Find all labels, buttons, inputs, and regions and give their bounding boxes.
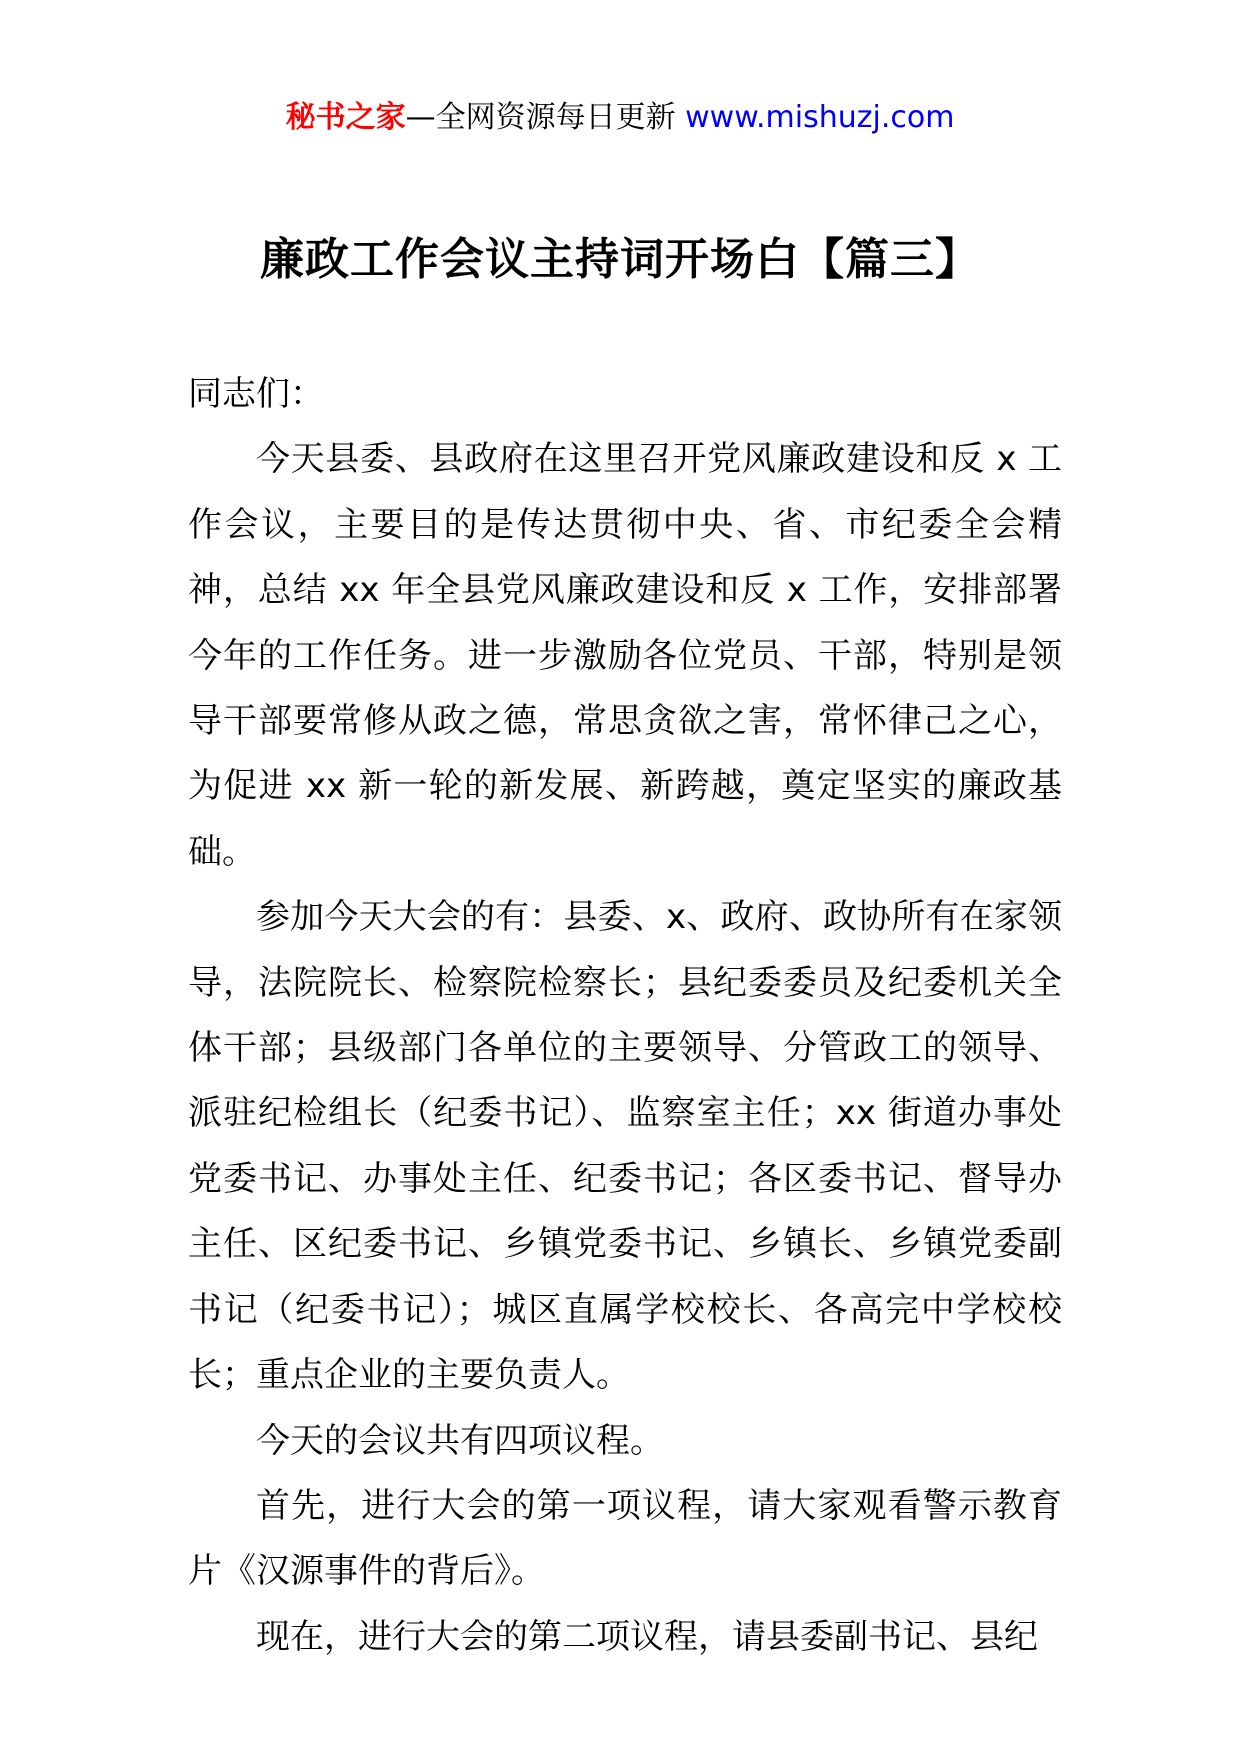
site-header [0, 98, 1240, 138]
site-tagline: —全网资源每日更新 [405, 100, 686, 135]
paragraph-agenda-item-2: 现在，进行大会的第二项议程，请县委副书记、县纪 [256, 1616, 1038, 1657]
paragraph-attendees: 参加今天大会的有：县委、x、政府、政协所有在家领导，法院院长、检察院检察长；县纪委委员及纪委机关全体干部；县级部门各单位的主要领导、分管政工的领导、派驻纪检组长（纪委书记）、监察室主任；xx 街道办事处党委书记、办事处主任、纪委书记；各区委书记、督导办主任、区纪委书记、乡镇党委书记、乡镇长、乡镇党委副书记（纪委书记）；城区直属学校校长、各高完中学校校长；重点企业的主要负责人。 [188, 897, 1062, 1396]
paragraph-agenda-item-1: 首先，进行大会的第一项议程，请大家观看警示教育片《汉源事件的背后》。 [188, 1485, 1062, 1592]
site-brand: 秘书之家 [285, 100, 406, 135]
site-url-link[interactable]: www.mishuzj.com [685, 100, 955, 135]
document-title: 廉政工作会议主持词开场白【篇三】 [260, 234, 980, 285]
paragraph-opening-purpose: 今天县委、县政府在这里召开党风廉政建设和反 x 工作会议，主要目的是传达贯彻中央、省、市纪委全会精神，总结 xx 年全县党风廉政建设和反 x 工作，安排部署今年的工作任务。进一步激励各位党员、干部，特别是领导干部要常修从政之德，常思贪欲之害，常怀律己之心，为促进 xx 新一轮的新发展、新跨越，奠定坚实的廉政基础。 [188, 439, 1062, 872]
salutation: 同志们： [188, 374, 324, 414]
document-body [188, 362, 1062, 1670]
paragraph-agenda-count: 今天的会议共有四项议程。 [256, 1420, 664, 1461]
